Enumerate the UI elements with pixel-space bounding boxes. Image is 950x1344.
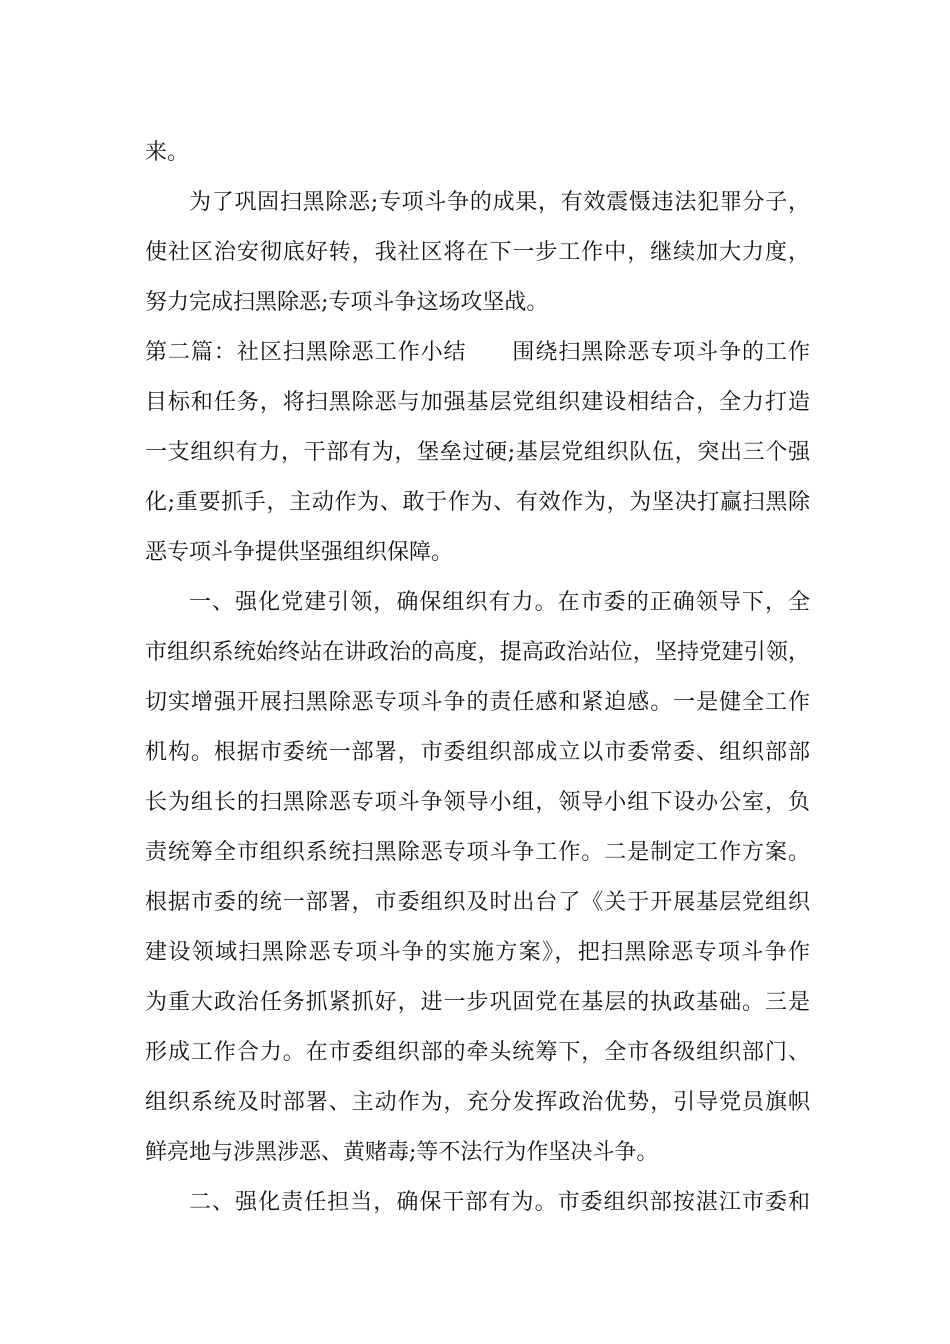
text-line-9: 恶专项斗争提供坚强组织保障。 [145, 540, 454, 565]
text-line-21: 鲜亮地与涉黑涉恶、黄赌毒;等不法行为作坚决斗争。 [145, 1140, 659, 1165]
text-line-18: 为重大政治任务抓紧抓好，进一步巩固党在基层的执政基础。三是 [145, 990, 810, 1015]
text-line-19: 形成工作合力。在市委组织部的牵头统筹下，全市各级组织部门、 [145, 1040, 810, 1065]
text-line-17: 建设领域扫黑除恶专项斗争的实施方案》，把扫黑除恶专项斗争作 [145, 940, 810, 965]
text-line-10: 一、强化党建引领，确保组织有力。在市委的正确领导下，全 [189, 590, 810, 615]
text-line-14: 长为组长的扫黑除恶专项斗争领导小组，领导小组下设办公室，负 [145, 790, 810, 815]
text-line-15: 责统筹全市组织系统扫黑除恶专项斗争工作。二是制定工作方案。 [145, 840, 810, 865]
text-line-8: 化;重要抓手，主动作为、敢于作为、有效作为，为坚决打赢扫黑除 [145, 490, 810, 515]
text-line-1: 来。 [145, 140, 190, 165]
text-line-16: 根据市委的统一部署，市委组织及时出台了《关于开展基层党组织 [145, 890, 810, 915]
section-heading-line: 第二篇：社区扫黑除恶工作小结 围绕扫黑除恶专项斗争的工作 [145, 340, 810, 365]
text-line-22: 二、强化责任担当，确保干部有为。市委组织部按湛江市委和 [189, 1190, 810, 1215]
text-line-20: 组织系统及时部署、主动作为，充分发挥政治优势，引导党员旗帜 [145, 1090, 810, 1115]
text-line-7: 一支组织有力，干部有为，堡垒过硬;基层党组织队伍，突出三个强 [145, 440, 810, 465]
text-line-4: 努力完成扫黑除恶;专项斗争这场攻坚战。 [145, 290, 549, 315]
text-line-6: 目标和任务，将扫黑除恶与加强基层党组织建设相结合，全力打造 [145, 390, 810, 415]
text-line-11: 市组织系统始终站在讲政治的高度，提高政治站位，坚持党建引领， [145, 640, 810, 665]
text-line-2: 为了巩固扫黑除恶;专项斗争的成果，有效震慑违法犯罪分子， [189, 190, 810, 215]
text-line-3: 使社区治安彻底好转，我社区将在下一步工作中，继续加大力度， [145, 240, 810, 265]
text-line-13: 机构。根据市委统一部署，市委组织部成立以市委常委、组织部部 [145, 740, 810, 765]
document-body [145, 128, 810, 1228]
text-line-12: 切实增强开展扫黑除恶专项斗争的责任感和紧迫感。一是健全工作 [145, 690, 810, 715]
